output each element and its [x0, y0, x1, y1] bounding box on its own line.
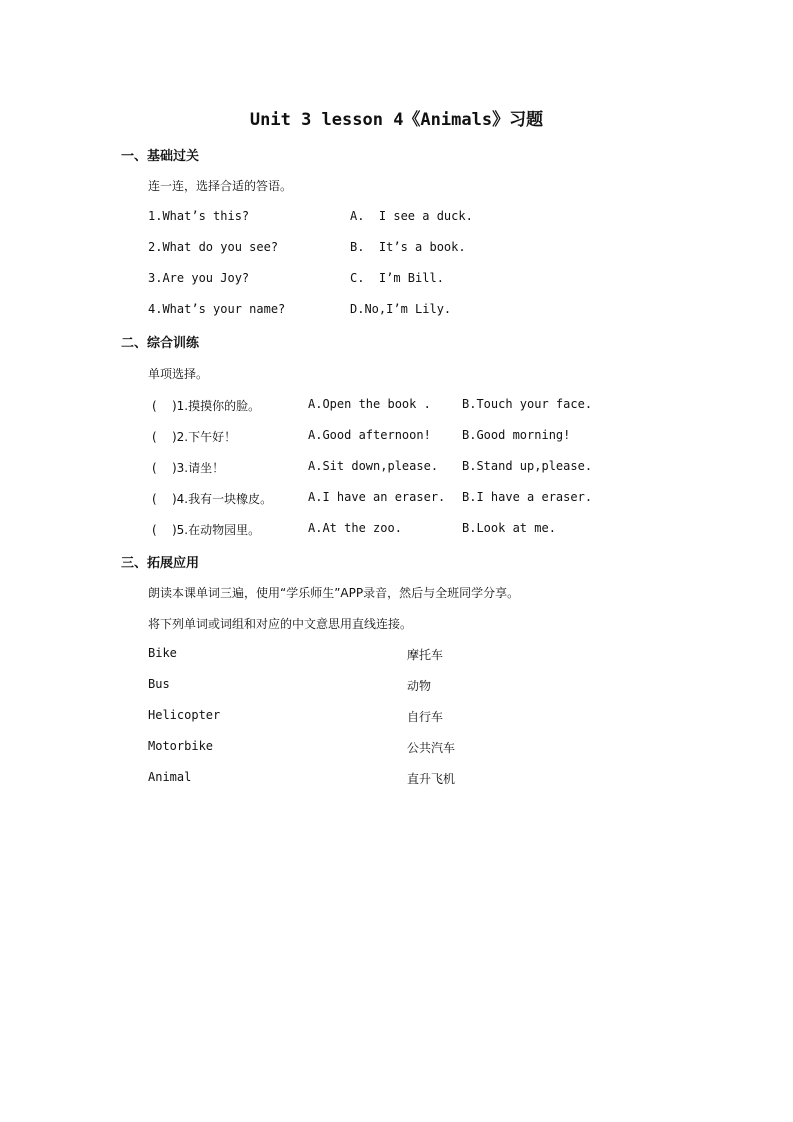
section1-heading: 一、基础过关 [121, 149, 200, 164]
answer-c: C. I’m Bill. [350, 271, 444, 285]
word-1: Bike [148, 646, 177, 660]
choice-option-a-4: A.I have an eraser. [308, 490, 446, 504]
meaning-2: 动物 [407, 679, 432, 693]
choice-prompt-4: ( )4.我有一块橡皮。 [152, 492, 273, 506]
answer-a: A. I see a duck. [350, 209, 473, 223]
choice-option-a-5: A.At the zoo. [308, 521, 402, 535]
question-3: 3.Are you Joy? [148, 271, 250, 285]
page-title: Unit 3 lesson 4《Animals》习题 [249, 110, 544, 130]
word-3: Helicopter [148, 708, 221, 722]
section3-line1: 朗读本课单词三遍，使用“学乐师生”APP录音，然后与全班同学分享。 [148, 586, 520, 600]
choice-prompt-1: ( )1.摸摸你的脸。 [152, 399, 261, 413]
word-5: Animal [148, 770, 192, 784]
word-4: Motorbike [148, 739, 214, 753]
choice-option-b-4: B.I have a eraser. [462, 490, 593, 504]
choice-option-b-1: B.Touch your face. [462, 397, 593, 411]
section3-heading: 三、拓展应用 [121, 556, 200, 571]
section2-heading: 二、综合训练 [121, 336, 200, 351]
choice-prompt-5: ( )5.在动物园里。 [152, 523, 261, 537]
choice-prompt-3: ( )3.请坐！ [152, 461, 225, 475]
section2-instruction: 单项选择。 [148, 367, 209, 381]
section1-instruction: 连一连，选择合适的答语。 [148, 179, 293, 193]
question-1: 1.What’s this? [148, 209, 250, 223]
word-2: Bus [148, 677, 170, 691]
choice-option-a-3: A.Sit down,please. [308, 459, 439, 473]
choice-prompt-2: ( )2.下午好！ [152, 430, 237, 444]
section3-line2: 将下列单词或词组和对应的中文意思用直线连接。 [148, 617, 413, 631]
choice-option-b-3: B.Stand up,please. [462, 459, 593, 473]
meaning-4: 公共汽车 [407, 741, 456, 755]
choice-option-a-2: A.Good afternoon! [308, 428, 431, 442]
answer-b: B. It’s a book. [350, 240, 466, 254]
meaning-5: 直升飞机 [407, 772, 456, 786]
meaning-1: 摩托车 [407, 648, 444, 662]
question-4: 4.What’s your name? [148, 302, 286, 316]
answer-d: D.No,I’m Lily. [350, 302, 452, 316]
question-2: 2.What do you see? [148, 240, 279, 254]
choice-option-a-1: A.Open the book . [308, 397, 431, 411]
meaning-3: 自行车 [407, 710, 444, 724]
choice-option-b-5: B.Look at me. [462, 521, 556, 535]
choice-option-b-2: B.Good morning! [462, 428, 571, 442]
